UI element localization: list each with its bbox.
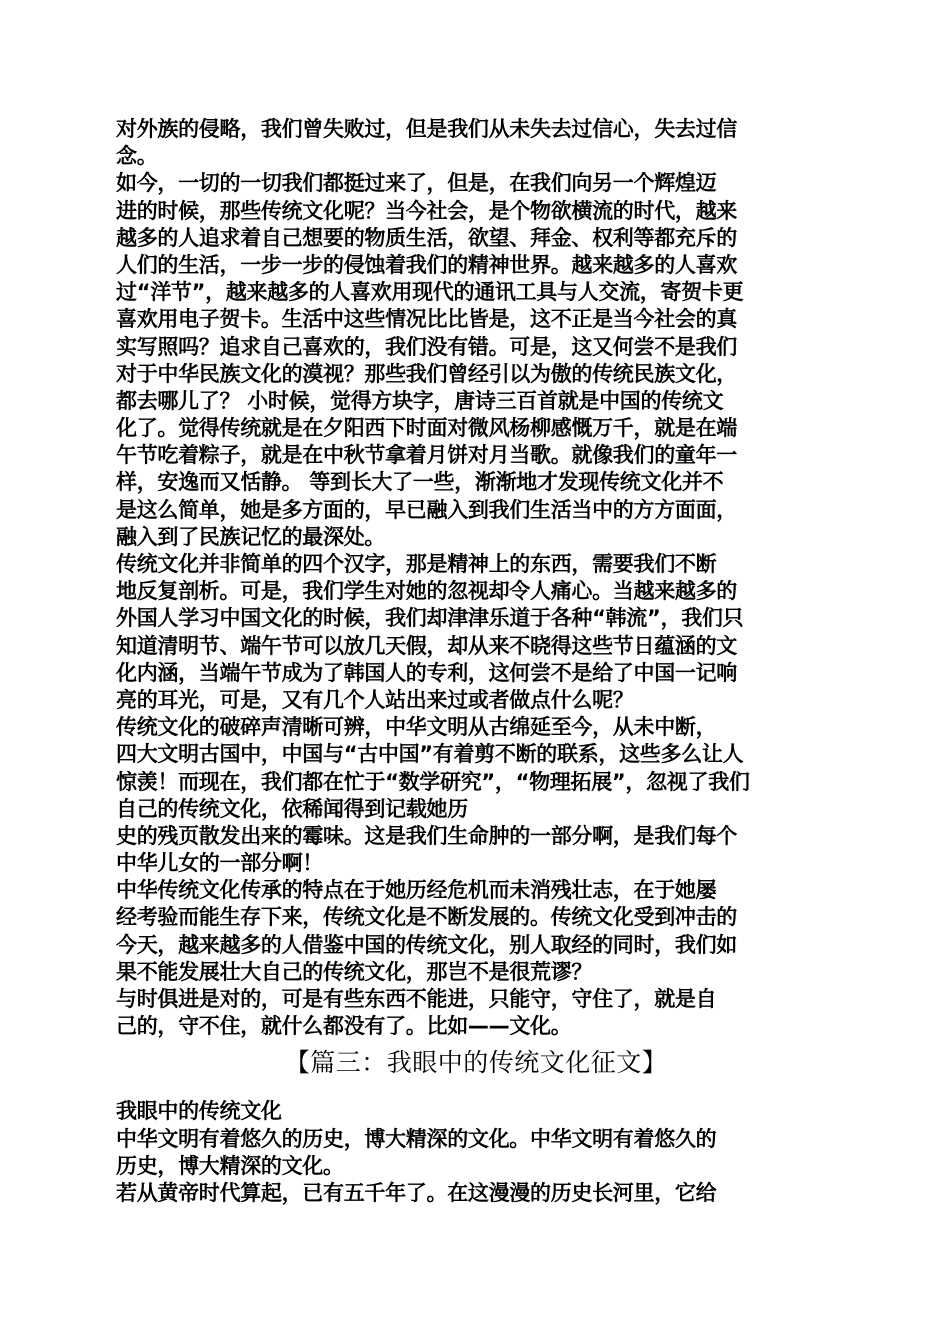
text-line: 传统文化的破碎声清晰可辨，中华文明从古绵延至今，从未中断， bbox=[116, 715, 717, 740]
text-line: 自己的传统文化，依稀闻得到记载她历 bbox=[116, 796, 468, 821]
text-line: 午节吃着粽子，就是在中秋节拿着月饼对月当歌。就像我们的童年一 bbox=[116, 443, 737, 468]
text-line: 今天，越来越多的人借鉴中国的传统文化，别人取经的同时，我们如 bbox=[116, 932, 737, 957]
text-line: 都去哪儿了？ 小时候，觉得方块字，唐诗三百首就是中国的传统文 bbox=[116, 388, 724, 413]
text-line: 与时俱进是对的，可是有些东西不能进，只能守，守住了，就是自 bbox=[116, 987, 717, 1011]
text-line: 中华文明有着悠久的历史，博大精深的文化。中华文明有着悠久的 bbox=[116, 1126, 717, 1151]
text-line: 化了。觉得传统就是在夕阳西下时面对微风杨柳感慨万千，就是在端 bbox=[116, 416, 737, 441]
text-line: 我眼中的传统文化 bbox=[116, 1099, 282, 1124]
text-line: 己的，守不住，就什么都没有了。比如——文化。 bbox=[116, 1014, 572, 1039]
section-title: 【篇三：我眼中的传统文化征文】 bbox=[284, 1048, 668, 1078]
essay-text-block-2 bbox=[116, 1098, 836, 1207]
text-line: 念。 bbox=[116, 144, 158, 169]
text-line: 过“洋节”，越来越多的人喜欢用现代的通讯工具与人交流，寄贺卡更 bbox=[116, 280, 744, 305]
text-line: 样，安逸而又恬静。 等到长大了一些，渐渐地才发现传统文化并不 bbox=[116, 470, 724, 495]
text-line: 地反复剖析。可是，我们学生对她的忽视却令人痛心。当越来越多的 bbox=[116, 579, 737, 604]
essay-text-block-1 bbox=[116, 116, 836, 1040]
text-line: 进的时候，那些传统文化呢？当今社会，是个物欲横流的时代，越来 bbox=[116, 198, 737, 223]
text-line: 实写照吗？追求自己喜欢的，我们没有错。可是，这又何尝不是我们 bbox=[116, 334, 737, 359]
document-page bbox=[116, 116, 836, 1207]
text-line: 化内涵，当端午节成为了韩国人的专利，这何尝不是给了中国一记响 bbox=[116, 660, 737, 685]
text-line: 越多的人追求着自己想要的物质生活，欲望、拜金、权利等都充斥的 bbox=[116, 225, 737, 250]
text-line: 是这么简单，她是多方面的，早已融入到我们生活当中的方方面面， bbox=[116, 497, 737, 522]
text-line: 惊羡！而现在，我们都在忙于“数学研究”，“物理拓展”，忽视了我们 bbox=[116, 769, 750, 794]
text-line: 经考验而能生存下来，传统文化是不断发展的。传统文化受到冲击的 bbox=[116, 905, 737, 930]
text-line: 融入到了民族记忆的最深处。 bbox=[116, 524, 386, 549]
text-line: 人们的生活，一步一步的侵蚀着我们的精神世界。越来越多的人喜欢 bbox=[116, 252, 737, 277]
text-line: 对于中华民族文化的漠视？那些我们曾经引以为傲的传统民族文化， bbox=[116, 361, 737, 386]
text-line: 史的残页散发出来的霉味。这是我们生命肿的一部分啊，是我们每个 bbox=[116, 823, 737, 848]
text-line: 中华传统文化传承的特点在于她历经危机而未消残壮志，在于她屡 bbox=[116, 878, 717, 903]
text-line: 如今，一切的一切我们都挺过来了，但是，在我们向另一个辉煌迈 bbox=[116, 171, 717, 196]
text-line: 四大文明古国中，中国与“古中国”有着剪不断的联系，这些多么让人 bbox=[116, 742, 744, 767]
text-line: 外国人学习中国文化的时候，我们却津津乐道于各种“韩流”，我们只 bbox=[116, 606, 744, 631]
text-line: 果不能发展壮大自己的传统文化，那岂不是很荒谬？ bbox=[116, 959, 593, 984]
text-line: 知道清明节、端午节可以放几天假，却从来不晓得这些节日蕴涵的文 bbox=[116, 633, 737, 658]
text-line: 中华儿女的一部分啊！ bbox=[116, 851, 323, 876]
text-line: 亮的耳光，可是，又有几个人站出来过或者做点什么呢？ bbox=[116, 687, 634, 712]
text-line: 若从黄帝时代算起，已有五千年了。在这漫漫的历史长河里，它给 bbox=[116, 1180, 717, 1205]
text-line: 历史，博大精深的文化。 bbox=[116, 1153, 344, 1178]
text-line: 喜欢用电子贺卡。生活中这些情况比比皆是，这不正是当今社会的真 bbox=[116, 307, 737, 332]
text-line: 对外族的侵略，我们曾失败过，但是我们从未失去过信心，失去过信 bbox=[116, 117, 737, 141]
text-line: 传统文化并非简单的四个汉字，那是精神上的东西，需要我们不断 bbox=[116, 552, 717, 576]
